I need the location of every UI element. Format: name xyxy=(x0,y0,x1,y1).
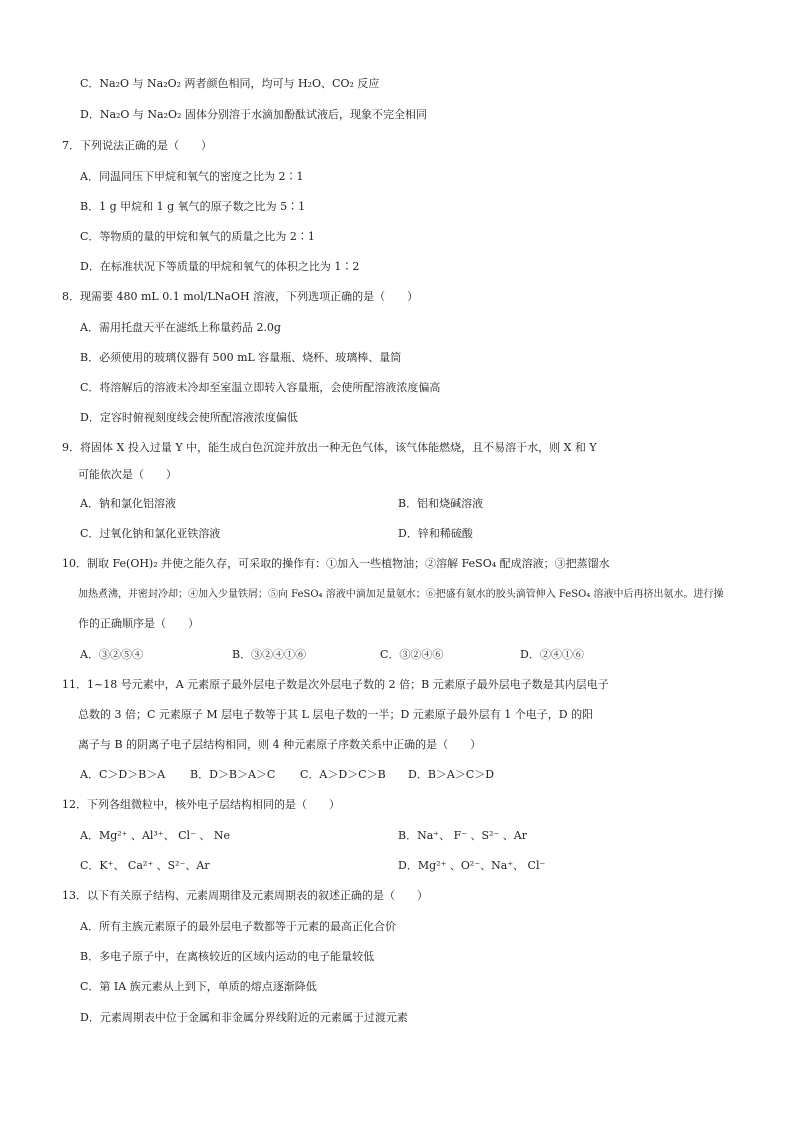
q13-option-d: D．元素周期表中位于金属和非金属分界线附近的元素属于过渡元素 xyxy=(80,1011,408,1024)
question-10-cont-2: 作的正确顺序是（ ） xyxy=(78,617,199,630)
q7-option-c: C．等物质的量的甲烷和氧气的质量之比为 2∶1 xyxy=(80,230,315,243)
q6-option-c: C．Na₂O 与 Na₂O₂ 两者颜色相同，均可与 H₂O、CO₂ 反应 xyxy=(80,77,380,90)
question-13: 13．以下有关原子结构、元素周期律及元素周期表的叙述正确的是（ ） xyxy=(62,889,428,902)
q7-option-d: D．在标准状况下等质量的甲烷和氧气的体积之比为 1∶2 xyxy=(80,260,360,273)
q8-option-d: D．定容时俯视刻度线会使所配溶液浓度偏低 xyxy=(80,411,298,424)
q12-option-c: C．K⁺、 Ca²⁺ 、S²⁻、Ar xyxy=(80,859,210,872)
question-10-cont-1: 加热煮沸，并密封冷却；④加入少量铁屑；⑤向 FeSO₄ 溶液中滴加足量氨水；⑥把盛有氨水的胶头滴管伸入 FeSO₄ 溶液中后再挤出氨水。进行操 xyxy=(78,589,724,600)
question-11-cont-1: 总数的 3 倍；C 元素原子 M 层电子数等于其 L 层电子数的一半；D 元素原子最外层有 1 个电子，D 的阳 xyxy=(78,708,594,721)
question-8: 8．现需要 480 mL 0.1 mol/LNaOH 溶液，下列选项正确的是（ ） xyxy=(62,290,419,303)
q13-option-a: A．所有主族元素原子的最外层电子数都等于元素的最高正化合价 xyxy=(80,920,396,933)
question-11: 11．1~18 号元素中，A 元素原子最外层电子数是次外层电子数的 2 倍；B 元素原子最外层电子数是其内层电子 xyxy=(62,678,609,691)
q11-option-b: B．D＞B＞A＞C xyxy=(190,768,276,781)
q10-option-c: C．③②④⑥ xyxy=(380,648,444,661)
q10-option-a: A．③②⑤④ xyxy=(80,648,143,661)
q9-option-a: A．钠和氯化铝溶液 xyxy=(80,497,176,510)
question-11-cont-2: 离子与 B 的阴离子电子层结构相同，则 4 种元素原子序数关系中正确的是（ ） xyxy=(78,738,482,751)
q9-option-c: C．过氧化钠和氯化亚铁溶液 xyxy=(80,527,221,540)
q13-option-b: B．多电子原子中，在离核较近的区域内运动的电子能量较低 xyxy=(80,950,375,963)
q11-option-c: C．A＞D＞C＞B xyxy=(300,768,386,781)
q13-option-c: C．第 IA 族元素从上到下，单质的熔点逐渐降低 xyxy=(80,980,317,993)
q8-option-b: B．必须使用的玻璃仪器有 500 mL 容量瓶、烧杯、玻璃棒、量筒 xyxy=(80,351,402,364)
q7-option-b: B．1 g 甲烷和 1 g 氧气的原子数之比为 5∶1 xyxy=(80,200,306,213)
q6-option-d: D．Na₂O 与 Na₂O₂ 固体分别溶于水滴加酚酞试液后，现象不完全相同 xyxy=(80,108,427,121)
q11-option-d: D．B＞A＞C＞D xyxy=(408,768,495,781)
question-9: 9．将固体 X 投入过量 Y 中，能生成白色沉淀并放出一种无色气体，该气体能燃烧，且不易溶于水，则 X 和 Y xyxy=(62,441,597,454)
q9-option-d: D．锌和稀硫酸 xyxy=(398,527,473,540)
question-10: 10．制取 Fe(OH)₂ 并使之能久存，可采取的操作有：①加入一些植物油；②溶解 FeSO₄ 配成溶液；③把蒸馏水 xyxy=(62,557,610,570)
q12-option-b: B．Na⁺、 F⁻ 、S²⁻ 、Ar xyxy=(398,829,527,842)
question-9-cont: 可能依次是（ ） xyxy=(78,468,177,481)
q8-option-a: A．需用托盘天平在滤纸上称量药品 2.0g xyxy=(80,321,281,334)
q8-option-c: C．将溶解后的溶液未冷却至室温立即转入容量瓶，会使所配溶液浓度偏高 xyxy=(80,381,441,394)
q12-option-d: D．Mg²⁺ 、O²⁻、Na⁺、 Cl⁻ xyxy=(398,859,546,872)
q9-option-b: B．铝和烧碱溶液 xyxy=(398,497,484,510)
q10-option-d: D．②④①⑥ xyxy=(520,648,584,661)
q12-option-a: A．Mg²⁺ 、Al³⁺、 Cl⁻ 、 Ne xyxy=(80,829,231,842)
q10-option-b: B．③②④①⑥ xyxy=(232,648,307,661)
q7-option-a: A．同温同压下甲烷和氧气的密度之比为 2∶1 xyxy=(80,170,304,183)
question-7: 7．下列说法正确的是（ ） xyxy=(62,139,212,152)
question-12: 12．下列各组微粒中，核外电子层结构相同的是（ ） xyxy=(62,798,340,811)
q11-option-a: A．C＞D＞B＞A xyxy=(80,768,166,781)
